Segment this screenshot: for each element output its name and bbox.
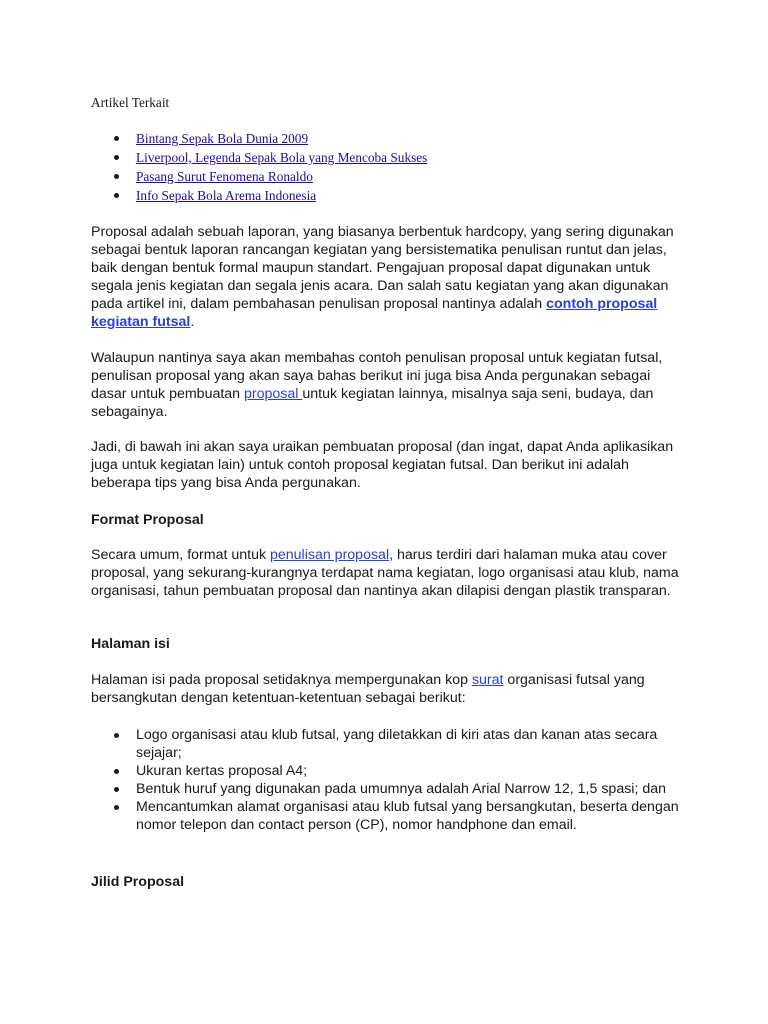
list-item [136, 186, 427, 205]
requirements-list [91, 726, 681, 834]
related-articles-title: Artikel Terkait [91, 95, 170, 110]
link-contoh-proposal-futsal[interactable]: contoh proposal kegiatan futsal [91, 296, 658, 330]
paragraph-text: Secara umum, format untuk [91, 547, 270, 563]
list-item: Logo organisasi atau klub futsal, yang diletakkan di kiri atas dan kanan atas secara sejajar; [136, 726, 681, 762]
related-link-arema[interactable]: Info Sepak Bola Arema Indonesia [136, 188, 317, 203]
paragraph-intro [91, 223, 681, 331]
related-link-bintang[interactable]: Bintang Sepak Bola Dunia 2009 [136, 131, 309, 146]
list-item: Mencantumkan alamat organisasi atau klub futsal yang bersangkutan, beserta dengan nomor telepon dan contact person (CP), nomor handphone dan email. [136, 798, 681, 834]
paragraph-text: , harus terdiri dari halaman muka atau cover proposal, yang sekurang-kurangnya terdapat nama kegiatan, logo organisasi atau klub, nama organisasi, tahun pembuatan proposal dan nantinya akan dilapisi dengan plastik transparan. [91, 547, 679, 599]
list-item: Ukuran kertas proposal A4; [136, 762, 681, 780]
list-item [136, 129, 427, 148]
paragraph-text: Jadi, di bawah ini akan saya uraikan pembuatan proposal (dan ingat, dapat Anda aplikasikan juga untuk kegiatan lain) untuk contoh proposal kegiatan futsal. Dan berikut ini adalah beberapa tips yang bisa Anda pergunakan. [91, 439, 674, 491]
paragraph-text: Walaupun nantinya saya akan membahas contoh penulisan proposal untuk kegiatan futsal, penulisan proposal yang akan saya bahas berikut ini juga bisa Anda pergunakan sebagai dasar untuk pembuatan [91, 350, 663, 402]
paragraph-jadi [91, 438, 681, 492]
paragraph-walaupun [91, 349, 681, 421]
list-item [136, 148, 427, 167]
paragraph-text: Proposal adalah sebuah laporan, yang biasanya berbentuk hardcopy, yang sering digunakan sebagai bentuk laporan rancangan kegiatan yang bersistematika penulisan runtut dan jelas, baik dengan bentuk formal maupun standart. Pengajuan proposal dapat digunakan untuk segala jenis kegiatan dan segala jenis acara. Dan salah satu kegiatan yang akan digunakan pada artikel ini, dalam pembahasan penulisan proposal nantinya adalah [91, 224, 674, 312]
paragraph-format [91, 546, 681, 600]
link-penulisan-proposal[interactable]: penulisan proposal [270, 547, 390, 563]
related-link-liverpool[interactable]: Liverpool, Legenda Sepak Bola yang Mencoba Sukses [136, 150, 428, 165]
heading-jilid-proposal: Jilid Proposal [91, 874, 185, 890]
related-link-ronaldo[interactable]: Pasang Surut Fenomena Ronaldo [136, 169, 313, 184]
list-item [136, 167, 427, 186]
paragraph-text: . [190, 314, 195, 330]
list-item: Bentuk huruf yang digunakan pada umumnya adalah Arial Narrow 12, 1,5 spasi; dan [136, 780, 681, 798]
link-proposal[interactable]: proposal [244, 386, 303, 402]
link-surat[interactable]: surat [471, 672, 504, 688]
heading-format-proposal: Format Proposal [91, 512, 204, 528]
heading-halaman-isi: Halaman isi [91, 636, 170, 652]
paragraph-halaman-isi [91, 671, 681, 707]
paragraph-text: organisasi futsal yang bersangkutan dengan ketentuan-ketentuan sebagai berikut: [91, 672, 645, 706]
paragraph-text: Halaman isi pada proposal setidaknya mempergunakan kop [91, 672, 472, 688]
related-articles-list [91, 129, 427, 205]
paragraph-text: untuk kegiatan lainnya, misalnya saja seni, budaya, dan sebagainya. [91, 386, 654, 420]
